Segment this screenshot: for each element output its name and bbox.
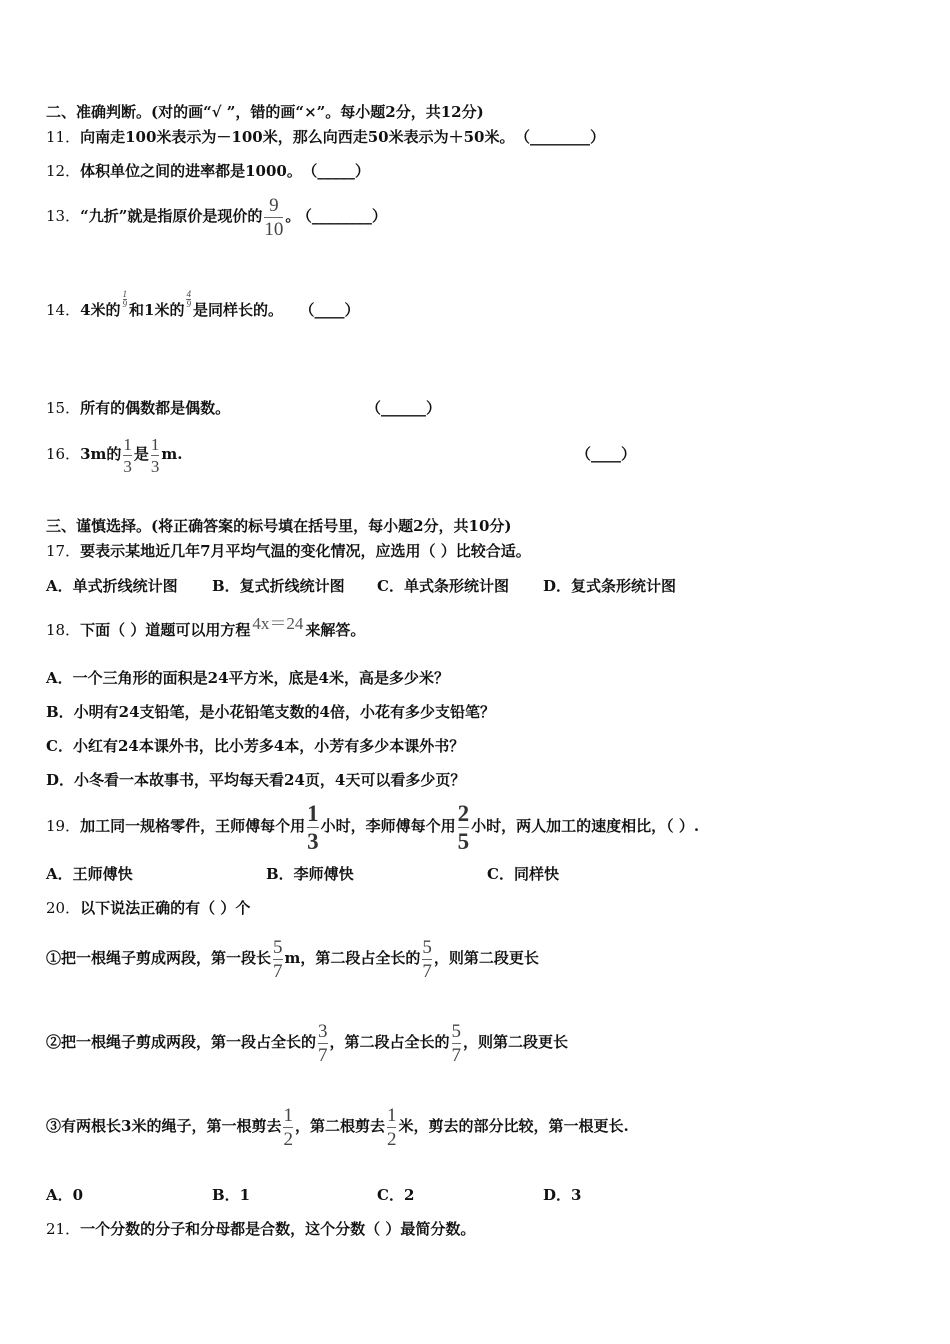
- answer-blank[interactable]: （________）: [304, 207, 387, 225]
- option-d[interactable]: D．3: [543, 1186, 582, 1204]
- fraction-9-10: $\frac{9}{10}$: [264, 194, 284, 240]
- question-16: 16．3m的 $\frac{1}{3}$ 是 $\frac{1}{3}$ m. （____）: [46, 432, 183, 476]
- option-b[interactable]: B．1: [212, 1186, 251, 1204]
- question-number: 12．: [46, 162, 81, 180]
- option-d[interactable]: D．复式条形统计图: [543, 577, 677, 595]
- question-text: 以下说法正确的有（ ）个: [80, 899, 251, 917]
- option-c[interactable]: C．2: [377, 1186, 415, 1204]
- section2-heading: 二、准确判断。(对的画“√ ”，错的画“×”。每小题2分，共12分): [46, 103, 484, 121]
- question-number: 14．: [46, 301, 81, 319]
- question-text: “九折”就是指原价是现价的: [80, 207, 263, 225]
- question-number: 11．: [46, 128, 81, 146]
- answer-blank[interactable]: （_____）: [309, 162, 370, 180]
- option-c[interactable]: C．小红有24本课外书，比小芳多4本，小芳有多少本课外书？: [46, 737, 465, 755]
- question-number: 18．: [46, 621, 81, 639]
- fraction-1-9: $\frac{1}{9}$: [122, 288, 128, 309]
- option-c[interactable]: C．单式条形统计图: [377, 577, 509, 595]
- question-17: [46, 541, 531, 561]
- option-a[interactable]: A．王师傅快: [46, 865, 133, 883]
- fraction-4-9: $\frac{4}{9}$: [186, 288, 191, 309]
- statement-3: ③有两根长3米的绳子，第一根剪去 $\frac{1}{2}$ ，第二根剪去 $\frac{1}{2}$ 米，剪去的部分比较，第一根更长.: [46, 1104, 629, 1150]
- option-a[interactable]: A．0: [46, 1186, 84, 1204]
- question-21: [46, 1219, 475, 1239]
- fraction-1-3: $\frac{1}{3}$: [307, 800, 319, 854]
- question-text: 所有的偶数都是偶数。: [80, 399, 231, 417]
- fraction-1-2: $\frac{1}{2}$: [283, 1104, 293, 1150]
- question-number: 15．: [46, 399, 81, 417]
- question-number: 13．: [46, 207, 81, 225]
- fraction-5-7: $\frac{5}{7}$: [273, 936, 283, 982]
- question-19: 19．加工同一规格零件，王师傅每个用 $\frac{1}{3}$ 小时，李师傅每个用 $\frac{2}{5}$ 小时，两人加工的速度相比，（ ）.: [46, 800, 700, 854]
- statement-2: ②把一根绳子剪成两段，第一段占全长的 $\frac{3}{7}$ ，第二段占全长的 $\frac{5}{7}$ ，则第二段更长: [46, 1020, 569, 1066]
- question-text: 一个分数的分子和分母都是合数，这个分数（ ）最简分数。: [80, 1220, 476, 1238]
- question-text: 要表示某地近几年7月平均气温的变化情况，应选用（ ）比较合适。: [80, 542, 531, 560]
- question-number: 21．: [46, 1220, 81, 1238]
- fraction-5-7: $\frac{5}{7}$: [451, 1020, 462, 1066]
- answer-blank[interactable]: （________）: [522, 128, 605, 146]
- question-number: 20．: [46, 899, 81, 917]
- option-b[interactable]: B．复式折线统计图: [212, 577, 345, 595]
- option-a[interactable]: A．单式折线统计图: [46, 577, 178, 595]
- option-b[interactable]: B．李师傅快: [266, 865, 354, 883]
- answer-blank[interactable]: （____）: [306, 301, 360, 319]
- question-number: 17．: [46, 542, 81, 560]
- option-d[interactable]: D．小冬看一本故事书，平均每天看24页，4天可以看多少页？: [46, 771, 466, 789]
- question-number: 19．: [46, 817, 81, 835]
- question-11: [46, 127, 605, 147]
- question-20: [46, 898, 250, 918]
- question-12: [46, 161, 370, 181]
- section3-heading: 三、谨慎选择。(将正确答案的标号填在括号里，每小题2分，共10分): [46, 517, 512, 535]
- option-c[interactable]: C．同样快: [487, 865, 559, 883]
- question-15: [46, 398, 442, 418]
- equation: 4x＝24: [252, 614, 304, 633]
- question-13: 13．“九折”就是指原价是现价的 $\frac{9}{10}$ 。 （________）: [46, 194, 387, 240]
- fraction-1-3: $\frac{1}{3}$: [123, 434, 132, 476]
- fraction-1-3: $\frac{1}{3}$: [150, 434, 160, 476]
- statement-1: ①把一根绳子剪成两段，第一段长 $\frac{5}{7}$ m，第二段占全长的 $\frac{5}{7}$ ，则第二段更长: [46, 936, 539, 982]
- option-a[interactable]: A．一个三角形的面积是24平方米，底是4米，高是多少米？: [46, 669, 449, 687]
- question-text: 向南走100米表示为－100米，那么向西走50米表示为＋50米。: [80, 128, 515, 146]
- fraction-5-7: $\frac{5}{7}$: [422, 936, 432, 982]
- fraction-1-2: $\frac{1}{2}$: [386, 1104, 397, 1150]
- question-18: 18．下面（ ）道题可以用方程 4x＝24 来解答。: [46, 614, 366, 639]
- question-14: 14．4米的 $\frac{1}{9}$ 和1米的 $\frac{4}{9}$ 是同样长的。 （____）: [46, 288, 360, 319]
- answer-blank[interactable]: （____）: [576, 445, 637, 463]
- question-number: 16．: [46, 445, 81, 463]
- option-b[interactable]: B．小明有24支铅笔，是小花铅笔支数的4倍，小花有多少支铅笔？: [46, 703, 495, 721]
- answer-blank[interactable]: （______）: [366, 399, 442, 417]
- fraction-3-7: $\frac{3}{7}$: [318, 1020, 328, 1066]
- question-text: 体积单位之间的进率都是1000。: [80, 162, 302, 180]
- fraction-2-5: $\frac{2}{5}$: [457, 800, 470, 854]
